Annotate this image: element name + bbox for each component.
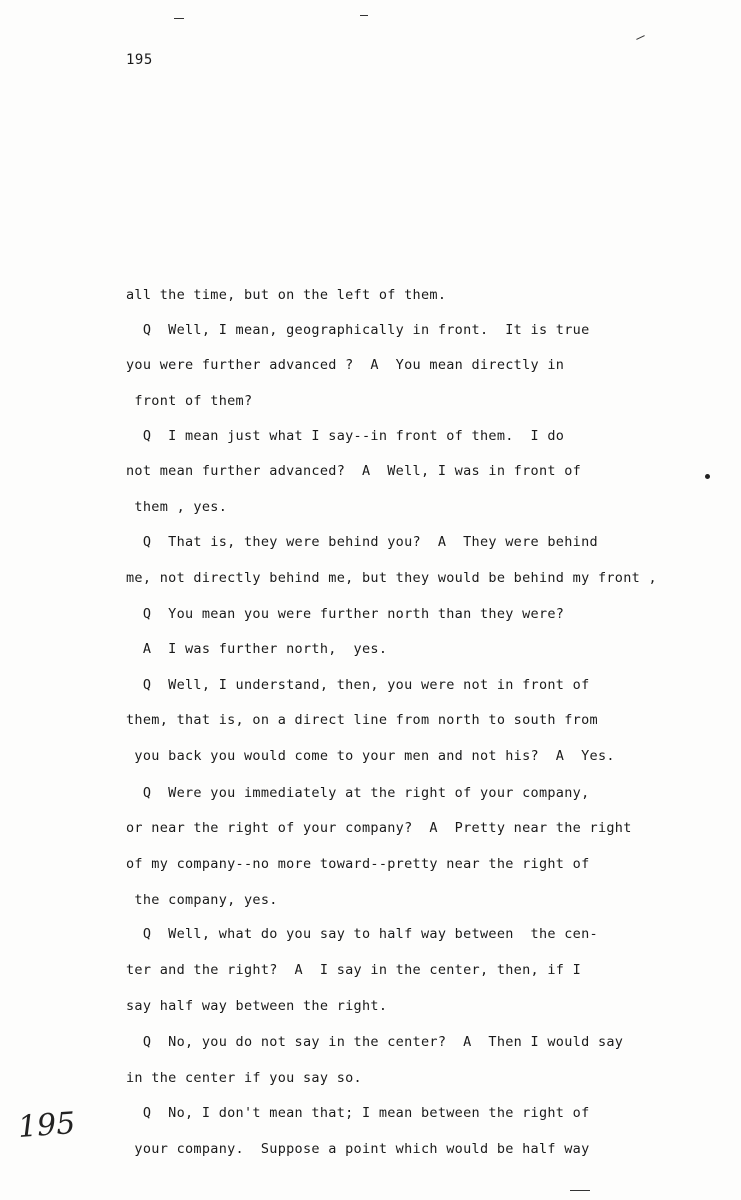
scan-mark [174, 18, 184, 19]
text-line: Q Well, I mean, geographically in front. It is true [126, 322, 590, 338]
text-line: front of them? [126, 393, 253, 409]
text-line: Q No, you do not say in the center? A Then I would say [126, 1034, 624, 1050]
scan-mark [360, 15, 368, 16]
page-number: 195 [126, 52, 153, 68]
scan-mark [570, 1190, 590, 1191]
text-line: in the center if you say so. [126, 1070, 362, 1086]
handwritten-page-number: 195 [16, 1106, 77, 1145]
text-line: them , yes. [126, 499, 228, 515]
text-line: ter and the right? A I say in the center, then, if I [126, 962, 582, 978]
text-line: Q Were you immediately at the right of your company, [126, 785, 590, 801]
text-line: A I was further north, yes. [126, 641, 388, 657]
text-line: Q Well, I understand, then, you were not in front of [126, 677, 590, 693]
text-line: me, not directly behind me, but they would be behind my front , [126, 570, 657, 586]
text-line: or near the right of your company? A Pretty near the right [126, 820, 632, 836]
text-line: Q You mean you were further north than they were? [126, 606, 565, 622]
text-line: Q That is, they were behind you? A They were behind [126, 534, 598, 550]
text-line: Q No, I don't mean that; I mean between the right of [126, 1105, 590, 1121]
text-line: the company, yes. [126, 892, 278, 908]
text-line: say half way between the right. [126, 998, 388, 1014]
text-line: Q I mean just what I say--in front of them. I do [126, 428, 565, 444]
scan-dot [705, 474, 710, 479]
text-line: of my company--no more toward--pretty near the right of [126, 856, 590, 872]
scan-mark [636, 35, 645, 40]
text-line: them, that is, on a direct line from north to south from [126, 712, 598, 728]
text-line: Q Well, what do you say to half way between the cen- [126, 926, 598, 942]
text-line: your company. Suppose a point which would be half way [126, 1141, 590, 1157]
text-line: you were further advanced ? A You mean directly in [126, 357, 565, 373]
text-line: you back you would come to your men and not his? A Yes. [126, 748, 615, 764]
text-line: not mean further advanced? A Well, I was in front of [126, 463, 582, 479]
text-line: all the time, but on the left of them. [126, 287, 447, 303]
